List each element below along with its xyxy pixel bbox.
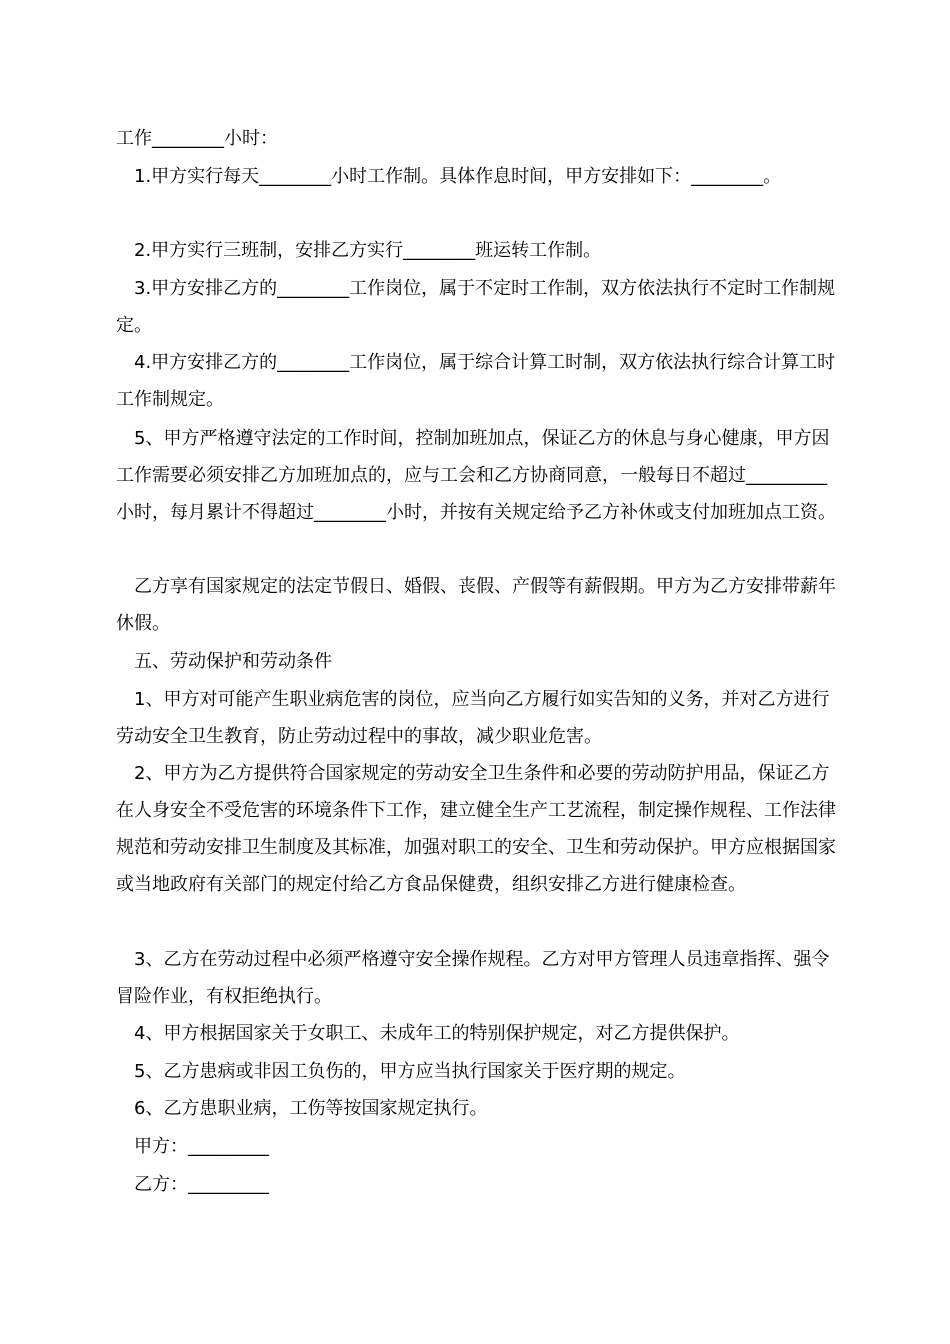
- clause-3: 3.甲方安排乙方的________工作岗位，属于不定时工作制，双方依法执行不定时工作制规定。: [116, 278, 836, 336]
- protection-clause-4: 4、甲方根据国家关于女职工、未成年工的特别保护规定，对乙方提供保护。: [134, 1023, 740, 1044]
- paid-leave-paragraph: 乙方享有国家规定的法定节假日、婚假、丧假、产假等有薪假期。甲方为乙方安排带薪年休假。: [116, 576, 836, 634]
- working-hours-line: 工作________小时：: [116, 128, 278, 149]
- signature-party-a: 甲方：_________: [134, 1136, 269, 1157]
- signature-party-b: 乙方：_________: [134, 1174, 269, 1195]
- protection-clause-3: 3、乙方在劳动过程中必须严格遵守安全操作规程。乙方对甲方管理人员违章指挥、强令冒险作业，有权拒绝执行。: [116, 949, 830, 1007]
- clause-2: 2.甲方实行三班制，安排乙方实行________班运转工作制。: [134, 240, 602, 261]
- protection-clause-6: 6、乙方患职业病，工伤等按国家规定执行。: [134, 1098, 488, 1119]
- protection-clause-2: 2、甲方为乙方提供符合国家规定的劳动安全卫生条件和必要的劳动防护用品，保证乙方在人身安全不受危害的环境条件下工作，建立健全生产工艺流程，制定操作规程、工作法律规范和劳动安排卫生制度及其标准，加强对职工的安全、卫生和劳动保护。甲方应根据国家或当地政府有关部门的规定付给乙方食品保健费，组织安排乙方进行健康检查。: [116, 763, 836, 895]
- protection-clause-1: 1、甲方对可能产生职业病危害的岗位，应当向乙方履行如实告知的义务，并对乙方进行劳动安全卫生教育，防止劳动过程中的事故，减少职业危害。: [116, 689, 830, 747]
- clause-1: 1.甲方实行每天________小时工作制。具体作息时间，甲方安排如下：________。: [134, 166, 782, 187]
- section-heading: 五、劳动保护和劳动条件: [134, 651, 332, 672]
- clause-4: 4.甲方安排乙方的________工作岗位，属于综合计算工时制，双方依法执行综合计算工时工作制规定。: [116, 352, 836, 410]
- protection-clause-5: 5、乙方患病或非因工负伤的，甲方应当执行国家关于医疗期的规定。: [134, 1061, 686, 1082]
- clause-5: 5、甲方严格遵守法定的工作时间，控制加班加点，保证乙方的休息与身心健康，甲方因工作需要必须安排乙方加班加点的，应与工会和乙方协商同意，一般每日不超过_________小时，每月累计不得超过________小时，并按有关规定给予乙方补休或支付加班加点工资。: [116, 428, 836, 523]
